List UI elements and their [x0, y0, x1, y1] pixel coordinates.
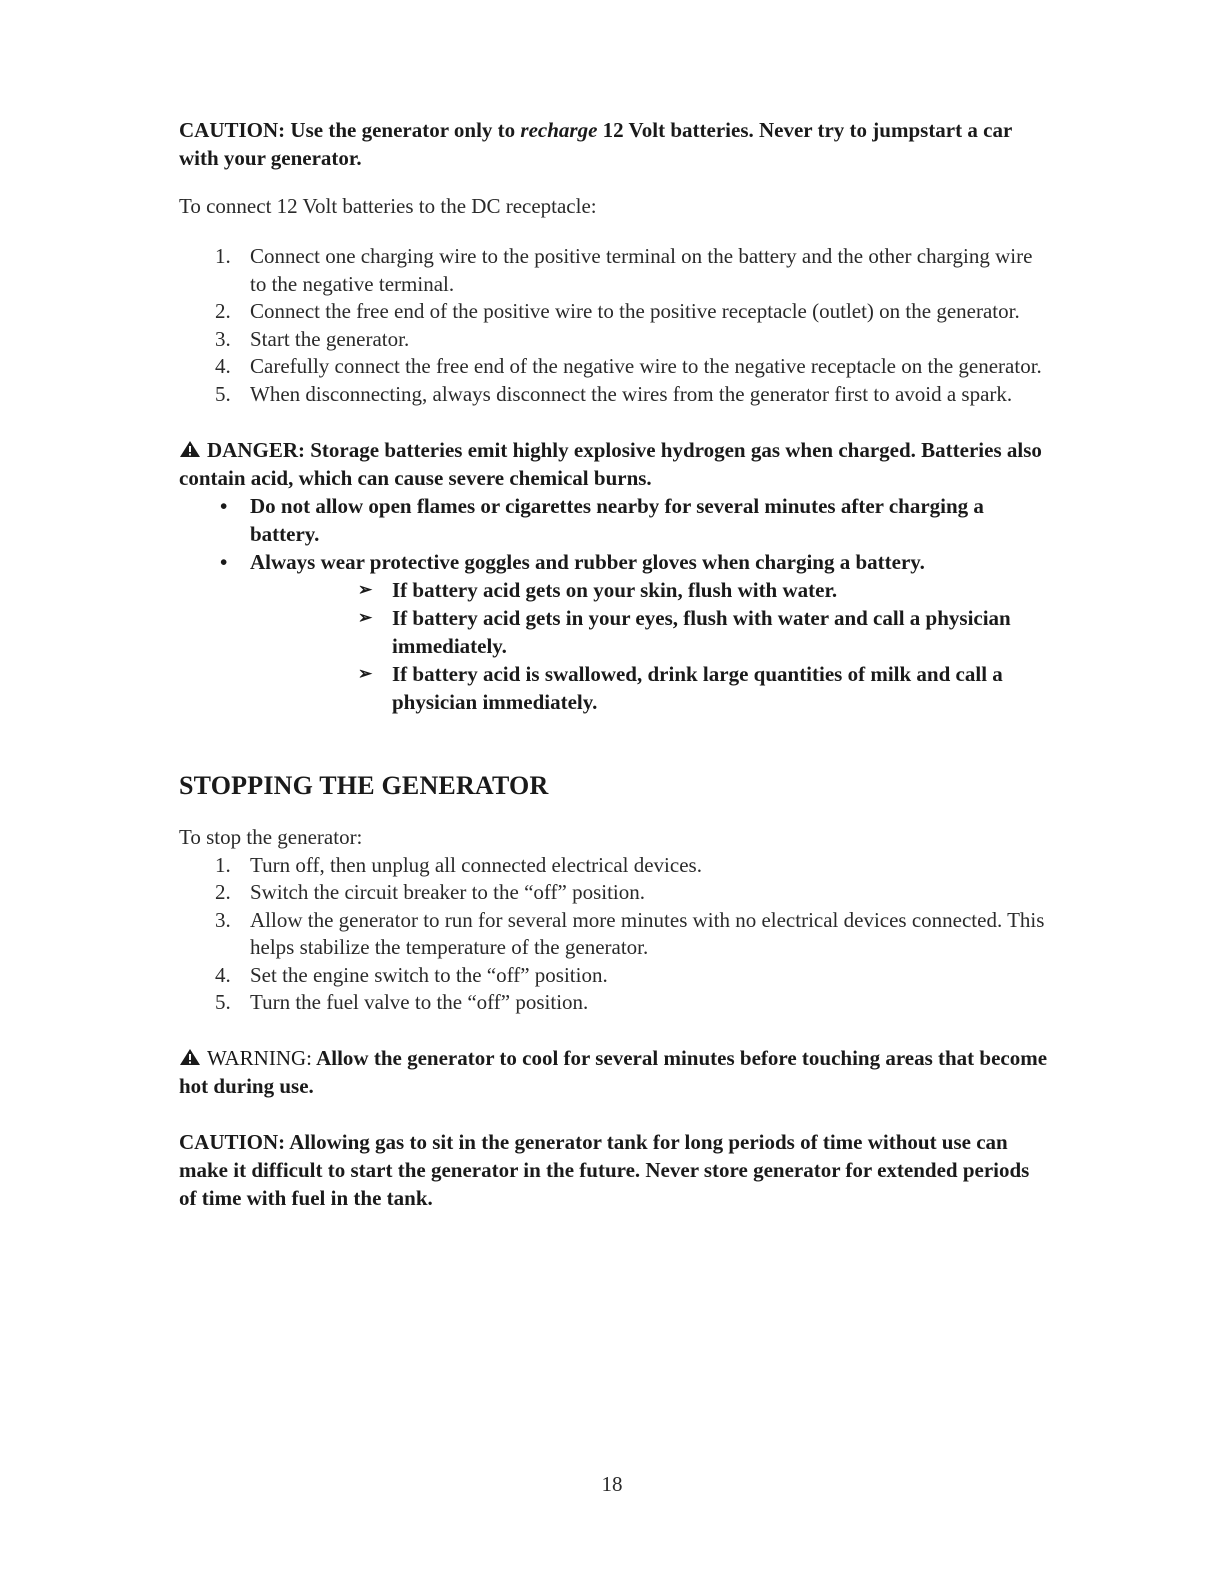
subitem-text: If battery acid is swallowed, drink large quantities of milk and call a physician immediately. — [392, 662, 1003, 714]
step-text: When disconnecting, always disconnect the wires from the generator first to avoid a spark. — [250, 381, 1013, 406]
caution-text-after: 12 Volt batteries. Never try to jumpstart a car with your generator. — [179, 118, 1012, 170]
list-item — [179, 962, 1049, 990]
danger-subitems — [250, 576, 1049, 716]
step-text: Connect one charging wire to the positive terminal on the battery and the other charging wire to the negative terminal. — [250, 244, 1033, 296]
step-text: Switch the circuit breaker to the “off” position. — [250, 880, 645, 904]
danger-label: DANGER: — [207, 438, 305, 462]
list-item — [179, 548, 1049, 716]
list-item — [179, 852, 1049, 880]
connect-intro: To connect 12 Volt batteries to the DC receptacle: — [179, 194, 597, 218]
list-item — [250, 576, 1049, 604]
manual-page — [179, 116, 1049, 1212]
step-text: Connect the free end of the positive wire to the positive receptacle (outlet) on the generator. — [250, 299, 1020, 323]
list-item — [179, 243, 1049, 298]
bullet-dot: • — [220, 550, 228, 574]
danger-block — [179, 436, 1049, 716]
warning-paragraph — [179, 1044, 1049, 1100]
step-number: 2. — [215, 299, 231, 323]
bullet-text: Do not allow open flames or cigarettes nearby for several minutes after charging a battery. — [250, 494, 984, 546]
section-heading: STOPPING THE GENERATOR — [179, 771, 549, 800]
step-number: 3. — [215, 907, 231, 932]
step-number: 1. — [215, 852, 231, 877]
page-number: 18 — [601, 1472, 623, 1496]
caution-text: Allowing gas to sit in the generator tank for long periods of time without use can make it difficult to start the generator in the future. Never store generator for extended periods of time with fuel in the tank. — [179, 1129, 1030, 1210]
caution-emphasis: recharge — [520, 118, 598, 142]
caution-recharge-paragraph — [179, 116, 1049, 172]
warning-triangle-icon — [179, 440, 201, 458]
danger-bullets — [179, 492, 1049, 716]
step-number: 2. — [215, 880, 231, 904]
list-item — [250, 604, 1049, 660]
warning-text: Allow the generator to cool for several minutes before touching areas that become hot during use. — [179, 1045, 1048, 1098]
step-text: Turn the fuel valve to the “off” position. — [250, 990, 589, 1014]
step-text: Set the engine switch to the “off” position. — [250, 962, 608, 987]
caution-storage-paragraph — [179, 1128, 1049, 1212]
list-item — [179, 326, 1049, 354]
list-item — [179, 492, 1049, 548]
step-number: 5. — [215, 381, 231, 406]
list-item — [250, 660, 1049, 716]
subitem-text: If battery acid gets in your eyes, flush with water and call a physician immediately. — [392, 606, 1011, 658]
bullet-dot: • — [220, 494, 228, 518]
step-number: 3. — [215, 326, 231, 351]
step-number: 1. — [215, 244, 231, 268]
warning-label: WARNING — [207, 1045, 307, 1070]
warning-triangle-icon — [179, 1048, 201, 1066]
list-item — [179, 907, 1049, 962]
arrow-bullet-icon: ➢ — [358, 608, 373, 627]
arrow-bullet-icon: ➢ — [358, 580, 373, 599]
caution-text-before: Use the generator only to — [285, 118, 521, 142]
list-item — [179, 298, 1049, 326]
caution-label: CAUTION: — [179, 1129, 286, 1154]
list-item — [179, 989, 1049, 1017]
danger-paragraph — [179, 436, 1049, 492]
arrow-bullet-icon: ➢ — [358, 664, 373, 683]
step-text: Carefully connect the free end of the negative wire to the negative receptacle on the generator. — [250, 354, 1042, 378]
caution-label: CAUTION: — [179, 118, 286, 142]
step-number: 4. — [215, 962, 231, 987]
step-number: 5. — [215, 990, 231, 1014]
list-item — [179, 353, 1049, 381]
list-item — [179, 381, 1049, 409]
step-number: 4. — [215, 354, 231, 378]
connect-steps-list — [179, 243, 1049, 408]
step-text: Allow the generator to run for several more minutes with no electrical devices connected. This helps stabilize the temperature of the generator. — [250, 907, 1045, 959]
warning-colon: : — [306, 1045, 312, 1070]
bullet-text: Always wear protective goggles and rubber gloves when charging a battery. — [250, 550, 925, 574]
stop-intro: To stop the generator: — [179, 825, 363, 849]
step-text: Start the generator. — [250, 326, 410, 351]
list-item — [179, 879, 1049, 907]
step-text: Turn off, then unplug all connected electrical devices. — [250, 852, 702, 877]
danger-text: Storage batteries emit highly explosive hydrogen gas when charged. Batteries also contain acid, which can cause severe chemical burns. — [179, 438, 1042, 490]
subitem-text: If battery acid gets on your skin, flush with water. — [392, 578, 838, 602]
stop-steps-list — [179, 852, 1049, 1017]
